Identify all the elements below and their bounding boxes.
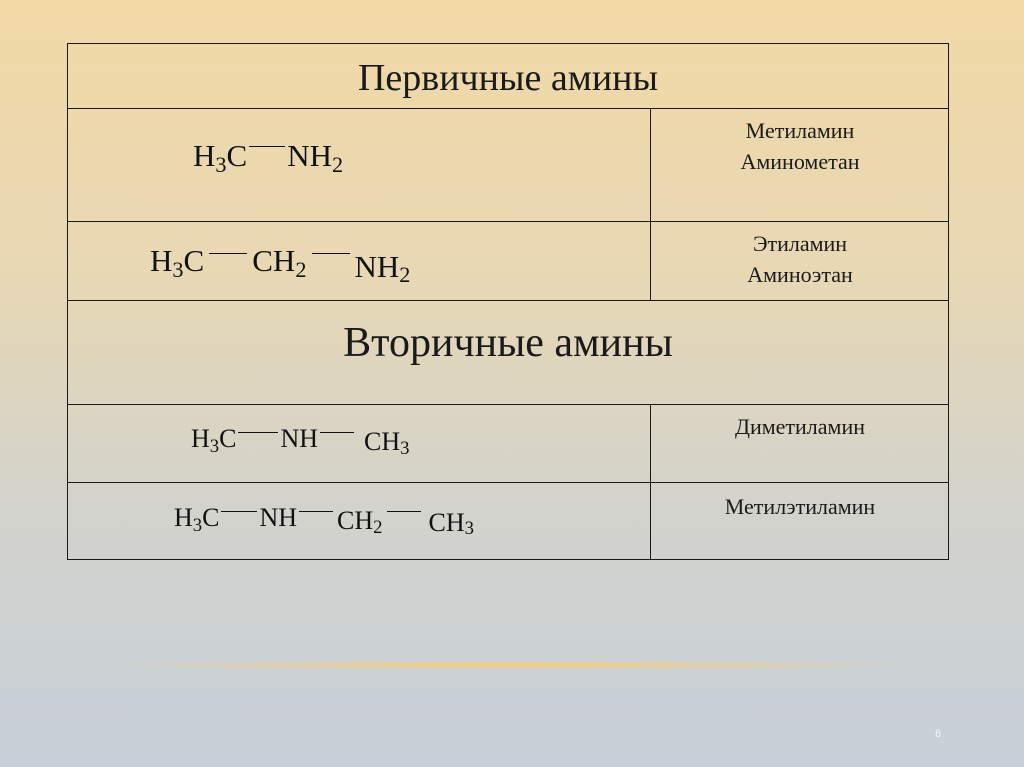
formula-atom: CH bbox=[252, 243, 296, 278]
bond-line bbox=[221, 511, 257, 512]
compound-name: Метилэтиламин bbox=[724, 494, 876, 519]
formula-subscript: 3 bbox=[209, 436, 220, 458]
formula-atom: H bbox=[174, 503, 193, 532]
formula-atom: CH bbox=[364, 427, 401, 456]
formula-methylamine bbox=[193, 138, 344, 178]
formula-atom: C bbox=[202, 503, 220, 532]
secondary-amines-heading: Вторичные амины bbox=[343, 320, 673, 366]
formula-atom: NH bbox=[259, 503, 298, 532]
name-methylamine bbox=[651, 116, 949, 178]
compound-name: Этиламин bbox=[752, 231, 848, 256]
name-dimethylamine bbox=[651, 412, 949, 443]
formula-ethylamine bbox=[150, 243, 411, 288]
bond-line bbox=[320, 432, 354, 433]
bond-line bbox=[387, 511, 421, 512]
compound-name: Диметиламин bbox=[734, 414, 866, 439]
formula-subscript: 2 bbox=[332, 152, 344, 178]
name-ethylamine bbox=[651, 229, 949, 291]
bond-line bbox=[238, 432, 278, 433]
formula-atom: C bbox=[219, 424, 237, 453]
compound-name: Метиламин bbox=[745, 118, 855, 143]
formula-atom: CH bbox=[337, 506, 374, 535]
bond-line bbox=[249, 146, 285, 147]
bond-line bbox=[312, 253, 350, 254]
formula-methylethylamine bbox=[174, 503, 475, 540]
formula-atom: H bbox=[193, 138, 216, 173]
formula-subscript: 2 bbox=[295, 257, 307, 283]
formula-atom: CH bbox=[428, 508, 465, 537]
table-divider bbox=[68, 108, 948, 109]
compound-name-alt: Аминоэтан bbox=[747, 261, 853, 287]
formula-subscript: 3 bbox=[192, 515, 203, 537]
table-divider bbox=[68, 221, 948, 222]
compound-name-alt: Аминометан bbox=[740, 148, 860, 174]
formula-atom: C bbox=[183, 243, 205, 278]
primary-amines-heading: Первичные амины bbox=[357, 57, 659, 99]
table-divider bbox=[68, 300, 948, 301]
table-divider bbox=[68, 482, 948, 483]
bond-line bbox=[299, 511, 333, 512]
formula-subscript: 3 bbox=[215, 152, 227, 178]
table-divider bbox=[68, 404, 948, 405]
page-number: 6 bbox=[935, 728, 942, 740]
decorative-divider bbox=[130, 661, 890, 669]
amines-table bbox=[67, 43, 949, 560]
formula-atom: H bbox=[150, 243, 173, 278]
formula-dimethylamine bbox=[191, 424, 410, 460]
formula-subscript: 2 bbox=[373, 517, 383, 539]
formula-subscript: 3 bbox=[172, 257, 184, 283]
formula-atom: NH bbox=[280, 424, 319, 453]
name-methylethylamine bbox=[651, 492, 949, 523]
formula-subscript: 2 bbox=[399, 262, 411, 288]
formula-atom: H bbox=[191, 424, 210, 453]
formula-subscript: 3 bbox=[464, 518, 475, 540]
formula-atom: NH bbox=[354, 249, 400, 284]
bond-line bbox=[209, 253, 247, 254]
formula-atom: NH bbox=[287, 138, 333, 173]
formula-atom: C bbox=[226, 138, 248, 173]
formula-subscript: 3 bbox=[400, 438, 410, 460]
